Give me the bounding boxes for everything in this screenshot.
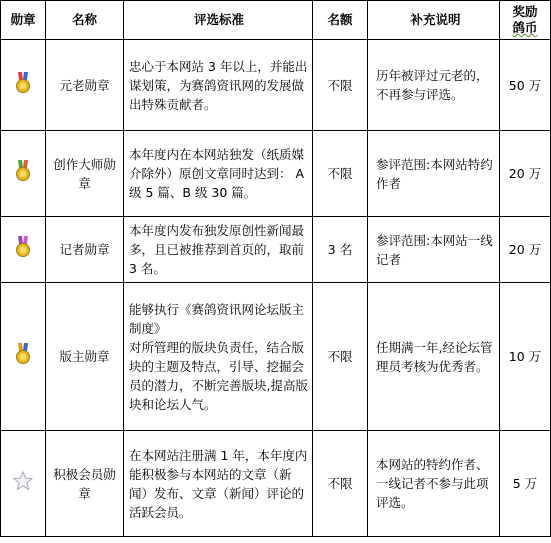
quota-cell: 不限 <box>313 40 368 131</box>
header-criteria: 评选标准 <box>124 1 313 40</box>
medal-name: 记者勋章 <box>46 217 124 283</box>
criteria-cell: 忠心于本网站 3 年以上，并能出谋划策，为赛鸽资讯网的发展做出特殊贡献者。 <box>124 40 313 131</box>
criteria-cell: 本年度内在本网站独发（纸质媒介除外）原创文章同时达到： A级 5 篇、B 级 30 篇。 <box>124 131 313 217</box>
table-row <box>1 283 551 431</box>
note-cell: 本网站的特约作者、一线记者不参与此项评选。 <box>368 431 500 537</box>
medal-cell <box>1 283 46 431</box>
reward-cell: 20 万 <box>500 217 551 283</box>
note-cell: 参评范围:本网站一线记者 <box>368 217 500 283</box>
criteria-cell: 在本网站注册满 1 年，本年度内能积极参与本网站的文章（新闻）发布、文章（新闻）评论的活跃会员。 <box>124 431 313 537</box>
medal-gold-ribbon-icon <box>12 342 34 366</box>
medal-purple-ribbon-icon <box>12 235 34 259</box>
criteria-cell: 本年度内发布独发原创性新闻最多，且已被推荐到首页的，取前 3 名。 <box>124 217 313 283</box>
medal-name: 版主勋章 <box>46 283 124 431</box>
reward-cell: 50 万 <box>500 40 551 131</box>
header-quota: 名额 <box>313 1 368 40</box>
table-row <box>1 217 551 283</box>
criteria-cell <box>124 283 313 431</box>
header-name: 名称 <box>46 1 124 40</box>
header-medal: 勋章 <box>1 1 46 40</box>
medal-name: 积极会员勋章 <box>46 431 124 537</box>
medal-cell <box>1 217 46 283</box>
note-cell: 参评范围:本网站特约作者 <box>368 131 500 217</box>
note-cell: 历年被评过元老的，不再参与评选。 <box>368 40 500 131</box>
table-header-row <box>1 1 551 40</box>
table-row <box>1 431 551 537</box>
criteria-line: 对所管理的版块负责任，结合版块的主题及特点，引导、挖掘会员的潜力，不断完善版块,提高版块和论坛人气。 <box>129 339 308 412</box>
note-cell: 任期满一年,经论坛管理员考核为优秀者。 <box>368 283 500 431</box>
medal-name: 创作大师勋章 <box>46 131 124 217</box>
medal-cell <box>1 40 46 131</box>
quota-cell: 3 名 <box>313 217 368 283</box>
medal-cell <box>1 431 46 537</box>
quota-cell: 不限 <box>313 131 368 217</box>
medal-cell <box>1 131 46 217</box>
criteria-line: 能够执行《赛鸽资讯网论坛版主制度》 <box>129 301 305 336</box>
quota-cell: 不限 <box>313 283 368 431</box>
reward-cell: 5 万 <box>500 431 551 537</box>
medal-green-ribbon-icon <box>12 159 34 183</box>
reward-cell: 10 万 <box>500 283 551 431</box>
header-reward: 奖励 鸽币 <box>500 1 551 40</box>
table-row <box>1 40 551 131</box>
table-row <box>1 131 551 217</box>
medal-red-ribbon-icon <box>12 71 34 95</box>
header-note: 补充说明 <box>368 1 500 40</box>
reward-cell: 20 万 <box>500 131 551 217</box>
star-badge-icon <box>12 469 34 493</box>
quota-cell: 不限 <box>313 431 368 537</box>
medal-name: 元老勋章 <box>46 40 124 131</box>
